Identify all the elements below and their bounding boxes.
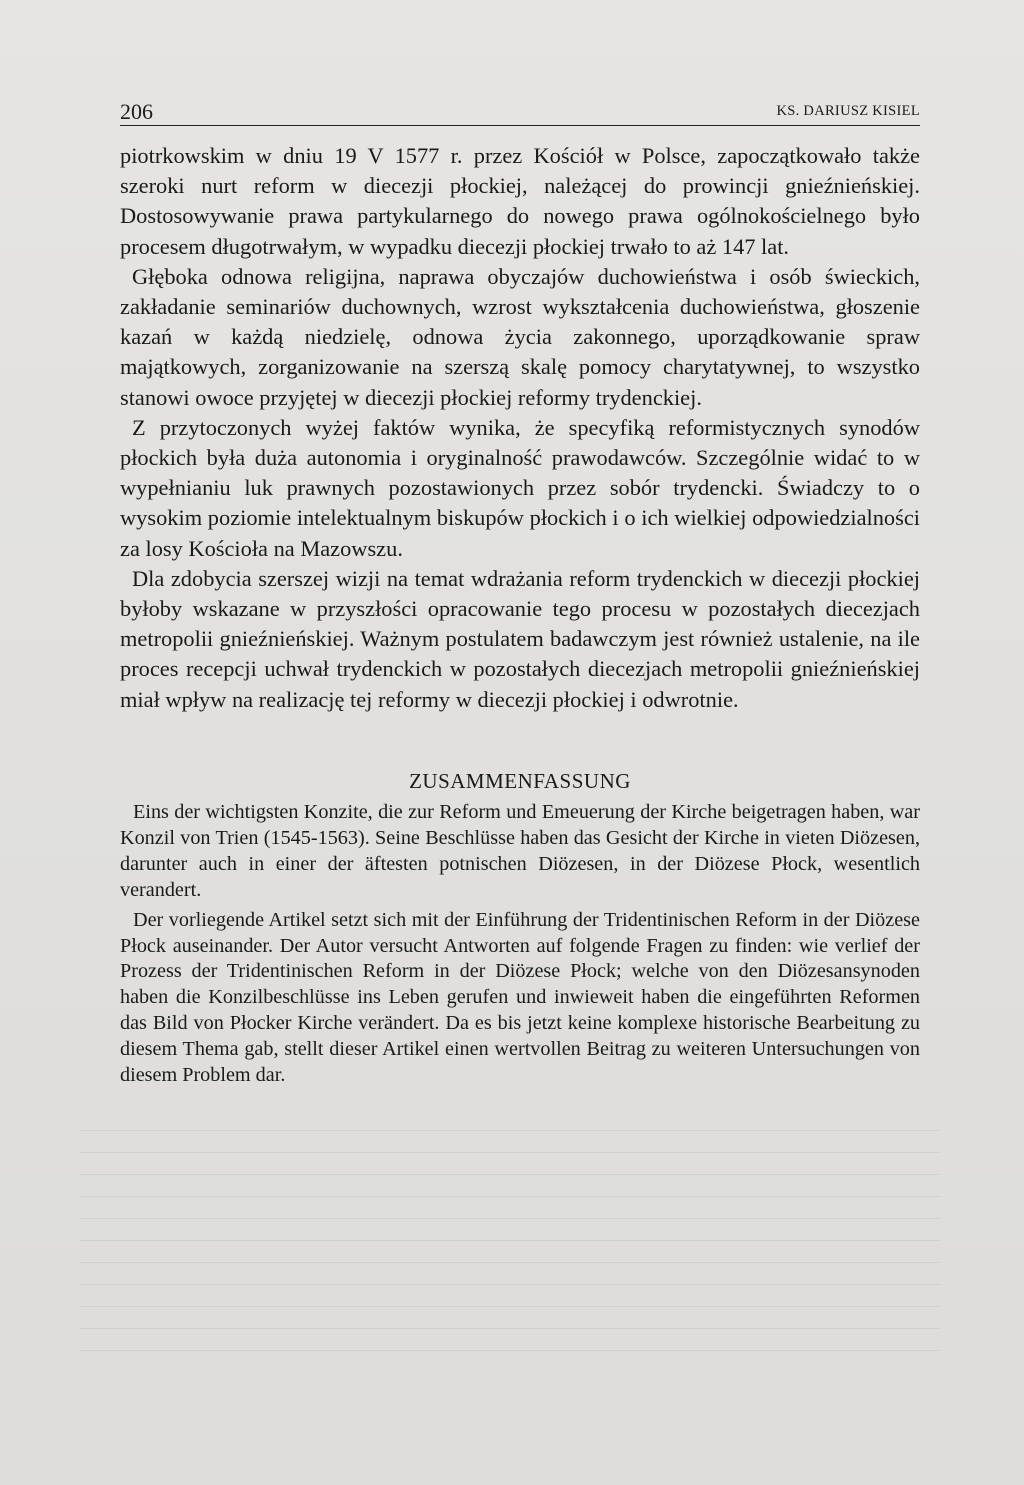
main-text <box>120 141 920 715</box>
body-paragraph: Z przytoczonych wyżej faktów wynika, że specyfiką reformistycznych synodów płockich była duża autonomia i oryginalność prawodawców. Szczególnie widać to w wypełnianiu luk prawnych pozostawionych przez sobór trydencki. Świadczy to o wysokim poziomie intelektualnym biskupów płockich i o ich wielkiej odpowiedzialności za losy Kościoła na Mazowszu. <box>120 414 920 561</box>
body-paragraph: Głęboka odnowa religijna, naprawa obyczajów duchowieństwa i osób świeckich, zakładanie seminariów duchownych, wzrost wykształcenia duchowieństwa, głoszenie kazań w każdą niedzielę, odnowa życia zakonnego, uporządkowanie spraw majątkowych, zorganizowanie na szerszą skalę pomocy charytatywnej, to wszystko stanowi owoce przyjętej w diecezji płockiej reformy trydenckiej. <box>120 263 920 410</box>
show-through-texture <box>80 1130 940 1360</box>
header-rule <box>120 125 920 126</box>
summary-paragraph: Der vorliegende Artikel setzt sich mit der Einführung der Tridentinischen Reform in der Diözese Płock auseinander. Der Autor versucht Antworten auf folgende Fragen zu finden: wie verlief der Prozess der Tridentinischen Reform in der Diözese Płock; welche von den Diözesansynoden haben die Konzilbeschlüsse ins Leben gerufen und inwieweit haben die eingeführten Reformen das Bild von Płocker Kirche verändert. Da es bis jetzt keine komplexe historische Bearbeitung zu diesem Thema gab, stellt dieser Artikel einen wertvollen Beitrag zu weiteren Untersuchungen von diesem Problem dar. <box>120 908 920 1087</box>
summary-paragraph: Eins der wichtigsten Konzite, die zur Reform und Emeuerung der Kirche beigetragen haben, war Konzil von Trien (1545-1563). Seine Beschlüsse haben das Gesicht der Kirche in vieten Diözesen, darunter auch in einer der äftesten potnischen Diözesen, in der Diözese Płock, wesentlich verandert. <box>120 801 920 901</box>
body-paragraph: Dla zdobycia szerszej wizji na temat wdrażania reform trydenckich w diecezji płockiej byłoby wskazane w przyszłości opracowanie tego procesu w pozostałych diecezjach metropolii gnieźnieńskiej. Ważnym postulatem badawczym jest również ustalenie, na ile proces recepcji uchwał trydenckich w pozostałych diecezjach metropolii gnieźnieńskiej miał wpływ na realizację tej reformy w diecezji płockiej i odwrotnie. <box>120 565 920 712</box>
page-number: 206 <box>120 99 153 124</box>
running-head: KS. DARIUSZ KISIEL <box>776 103 920 119</box>
body-paragraph: piotrkowskim w dniu 19 V 1577 r. przez Kościół w Polsce, zapoczątkowało także szeroki nurt reform w diecezji płockiej, należącej do prowincji gnieźnieńskiej. Dostosowywanie prawa partykularnego do nowego prawa ogólnokościelnego było procesem długotrwałym, w wypadku diecezji płockiej trwało to aż 147 lat. <box>120 143 920 259</box>
summary-heading: ZUSAMMENFASSUNG <box>409 769 631 793</box>
summary-section <box>120 766 920 1089</box>
summary-text <box>120 800 920 1089</box>
